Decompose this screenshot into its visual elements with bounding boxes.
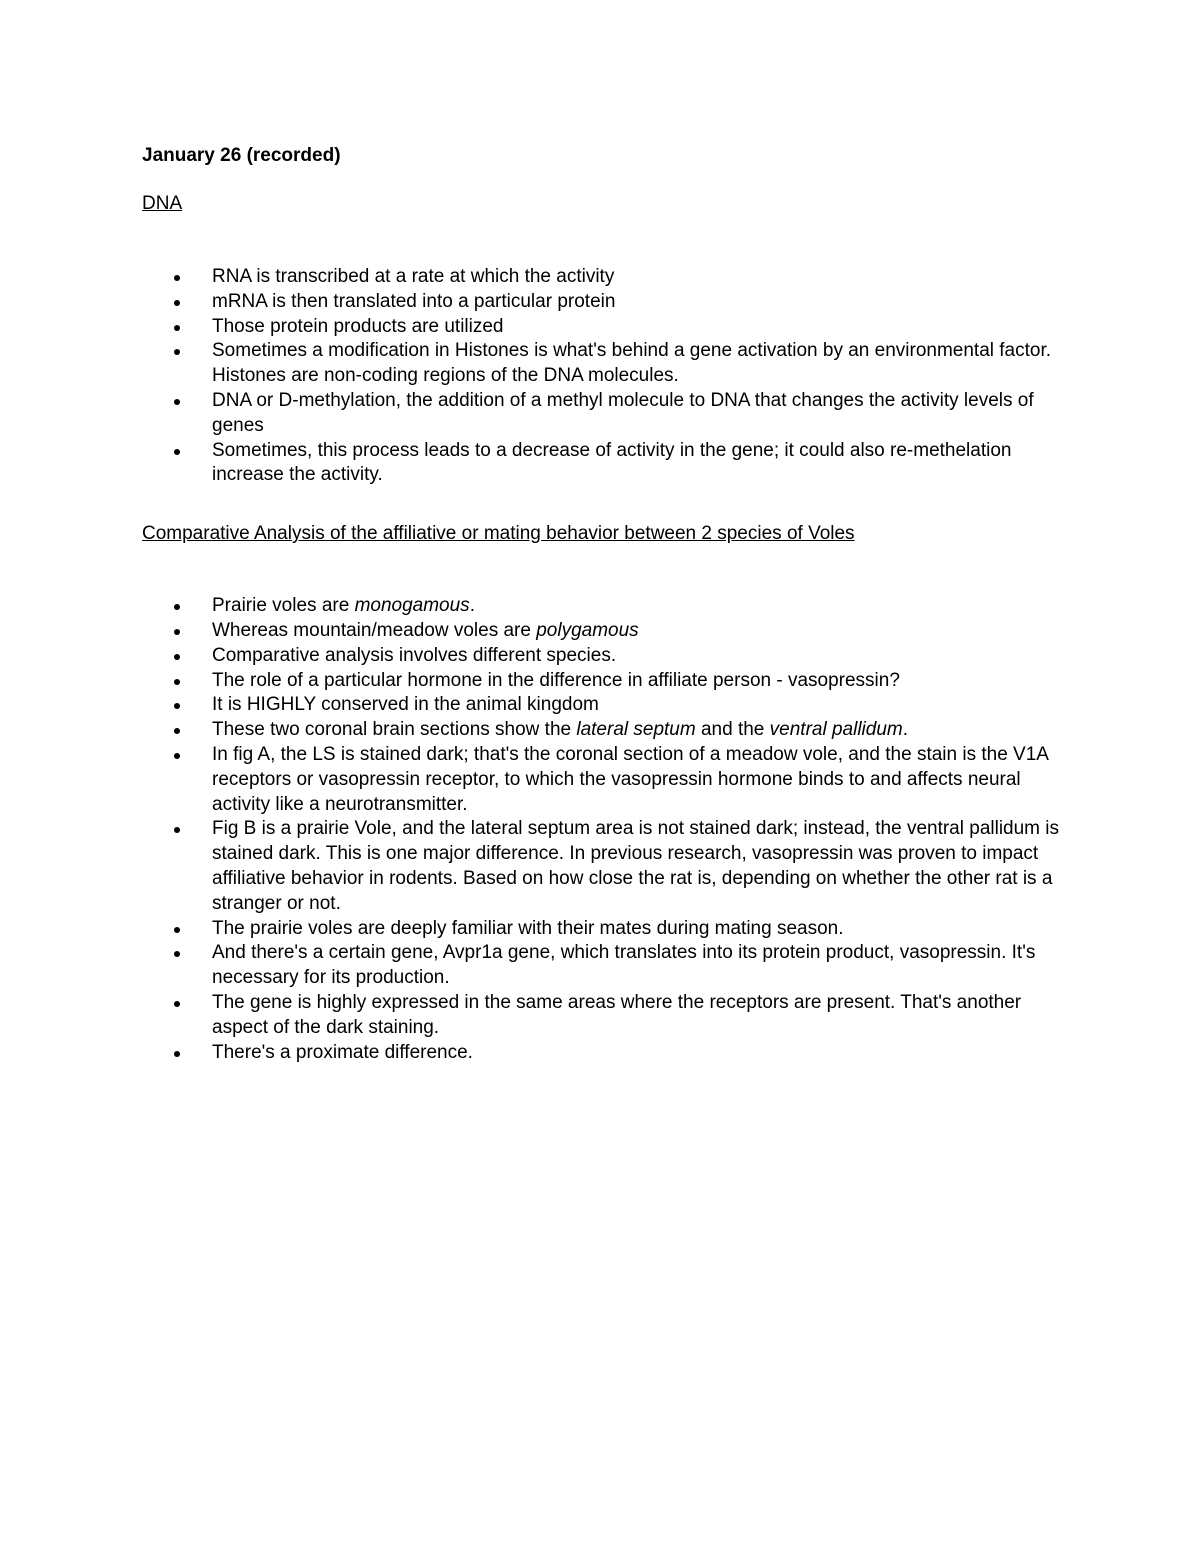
list-item (142, 941, 1072, 991)
text-segment: and the (695, 719, 770, 741)
bullet-icon (174, 349, 180, 355)
text-segment: In fig A, the LS is stained dark; that's the coronal section of a meadow vole, and the stain is the V1A receptors or vasopressin receptor, to which the vasopressin hormone binds to and affects neural activity like a neurotransmitter. (212, 743, 1048, 815)
text-segment: . (902, 719, 909, 741)
text-segment: The gene is highly expressed in the same areas where the receptors are present. That's another aspect of the dark staining. (212, 991, 1022, 1038)
text-segment: The role of a particular hormone in the difference in affiliate person - vasopressin? (212, 669, 900, 691)
text-segment: RNA is transcribed at a rate at which the activity (212, 266, 615, 287)
text-segment: These two coronal brain sections show the (212, 719, 577, 741)
text-segment: Those protein products are utilized (212, 315, 504, 337)
bullet-text (212, 918, 844, 939)
document-title: January 26 (recorded) (142, 145, 341, 166)
bullet-icon (174, 951, 180, 957)
list-item (142, 1041, 1072, 1066)
bullet-icon (174, 275, 180, 281)
bullet-icon (174, 300, 180, 306)
bullet-icon (174, 654, 180, 660)
list-item (142, 817, 1072, 916)
bullet-icon (174, 728, 180, 734)
bullet-icon (174, 827, 180, 833)
list-item (142, 389, 1072, 439)
section-heading-dna: DNA (142, 193, 183, 214)
bullet-text (212, 390, 1034, 436)
list-item (142, 290, 1072, 315)
bullet-list-voles (142, 594, 1072, 1065)
bullet-icon (174, 399, 180, 405)
bullet-text (212, 670, 900, 691)
bullet-icon (174, 1051, 180, 1057)
text-segment: mRNA is then translated into a particular protein (212, 290, 616, 312)
bullet-text (212, 266, 614, 287)
list-item (142, 439, 1072, 489)
list-item (142, 619, 1072, 644)
text-segment: . (469, 595, 475, 617)
italic-term: monogamous (354, 595, 470, 617)
text-segment: Sometimes a modification in Histones is what's behind a gene activation by an environmental factor. Histones are non-coding regions of the DNA molecules. (212, 340, 1052, 387)
italic-term: polygamous (536, 619, 639, 641)
bullet-text (212, 595, 475, 616)
italic-term: lateral septum (576, 719, 696, 741)
bullet-icon (174, 325, 180, 331)
text-segment: Whereas mountain/meadow voles are (212, 619, 537, 641)
bullet-text (212, 719, 908, 740)
italic-term: ventral pallidum (769, 719, 903, 741)
text-segment: There's a proximate difference. (212, 1041, 473, 1063)
list-item (142, 644, 1072, 669)
list-item (142, 669, 1072, 694)
bullet-icon (174, 604, 180, 610)
bullet-icon (174, 927, 180, 933)
list-item (142, 693, 1072, 718)
list-item (142, 718, 1072, 743)
list-item (142, 991, 1072, 1041)
text-segment: And there's a certain gene, Avpr1a gene, which translates into its protein product, vasopressin. It's necessary for its production. (212, 942, 1036, 989)
bullet-icon (174, 449, 180, 455)
text-segment: Prairie voles are (212, 595, 355, 617)
bullet-list-dna (142, 265, 1072, 488)
bullet-text (212, 1042, 473, 1063)
bullet-text (212, 942, 1035, 988)
document-body (142, 140, 1072, 1065)
section-heading-voles: Comparative Analysis of the affiliative or mating behavior between 2 species of Voles (142, 523, 855, 545)
bullet-text (212, 620, 639, 641)
list-item (142, 917, 1072, 942)
text-segment: Comparative analysis involves different species. (212, 644, 617, 666)
text-segment: DNA or D-methylation, the addition of a methyl molecule to DNA that changes the activity levels of genes (212, 389, 1034, 436)
text-segment: Fig B is a prairie Vole, and the lateral septum area is not stained dark; instead, the ventral pallidum is stained dark. This is one major difference. In previous research, vasopressin was proven to impact affiliative behavior in rodents. Based on how close the rat is, depending on whether the other rat is a stranger or not. (212, 818, 1060, 914)
list-item (142, 594, 1072, 619)
list-item (142, 339, 1072, 389)
bullet-icon (174, 679, 180, 685)
bullet-icon (174, 753, 180, 759)
text-segment: The prairie voles are deeply familiar with their mates during mating season. (212, 917, 844, 939)
text-segment: Sometimes, this process leads to a decrease of activity in the gene; it could also re-methelation increase the activity. (212, 439, 1012, 486)
bullet-text (212, 645, 616, 666)
bullet-text (212, 694, 599, 715)
text-segment: It is HIGHLY conserved in the animal kingdom (212, 694, 599, 716)
list-item (142, 743, 1072, 817)
list-item (142, 315, 1072, 340)
bullet-text (212, 744, 1048, 815)
bullet-icon (174, 1001, 180, 1007)
list-item (142, 265, 1072, 290)
bullet-icon (174, 703, 180, 709)
bullet-icon (174, 629, 180, 635)
bullet-text (212, 316, 504, 337)
bullet-text (212, 440, 1011, 486)
bullet-text (212, 340, 1051, 386)
bullet-text (212, 992, 1021, 1038)
bullet-text (212, 291, 615, 312)
bullet-text (212, 818, 1059, 913)
